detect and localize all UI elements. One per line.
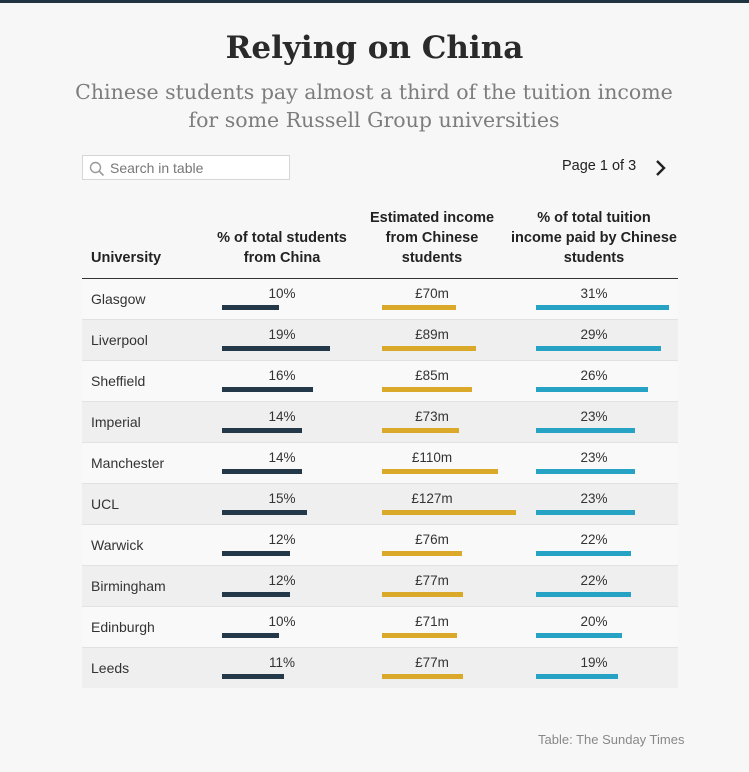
pct-students-cell xyxy=(210,484,354,525)
pct-students-bar xyxy=(222,592,290,597)
university-name: Leeds xyxy=(82,648,210,689)
pct-tuition-cell xyxy=(510,648,678,689)
income-cell xyxy=(354,484,510,525)
pct-students-cell xyxy=(210,279,354,320)
income-bar xyxy=(382,346,476,351)
income-bar xyxy=(382,387,472,392)
column-header-pct-students[interactable]: % of total students from China xyxy=(210,208,354,279)
table-row xyxy=(82,525,678,566)
table-row xyxy=(82,648,678,689)
pct-students-cell xyxy=(210,320,354,361)
pct-students-cell xyxy=(210,525,354,566)
search-box[interactable] xyxy=(82,155,290,180)
income-cell xyxy=(354,279,510,320)
income-value: £85m xyxy=(415,368,449,383)
page-subtitle: Chinese students pay almost a third of the tuition income for some Russell Group universities xyxy=(75,80,673,132)
pct-tuition-cell xyxy=(510,607,678,648)
pct-tuition-value: 31% xyxy=(580,286,608,301)
pct-tuition-value: 23% xyxy=(580,450,608,465)
income-bar xyxy=(382,551,462,556)
pct-students-bar xyxy=(222,387,313,392)
table-row xyxy=(82,484,678,525)
table-row xyxy=(82,402,678,443)
university-name: UCL xyxy=(82,484,210,525)
pct-tuition-cell xyxy=(510,566,678,607)
pct-students-cell xyxy=(210,607,354,648)
pct-students-value: 19% xyxy=(268,327,296,342)
table-header-row xyxy=(82,208,678,279)
income-value: £77m xyxy=(415,573,449,588)
income-bar xyxy=(382,592,463,597)
column-header-income[interactable]: Estimated income from Chinese students xyxy=(354,208,510,279)
income-bar xyxy=(382,305,456,310)
pct-tuition-bar xyxy=(536,387,648,392)
pct-students-cell xyxy=(210,566,354,607)
search-input[interactable] xyxy=(110,158,285,177)
chevron-right-icon[interactable] xyxy=(654,160,666,180)
pct-tuition-bar xyxy=(536,346,661,351)
pct-students-cell xyxy=(210,402,354,443)
pct-tuition-bar xyxy=(536,305,669,310)
income-value: £71m xyxy=(415,614,449,629)
pct-tuition-cell xyxy=(510,402,678,443)
income-cell xyxy=(354,402,510,443)
pct-students-value: 12% xyxy=(268,532,296,547)
university-name: Imperial xyxy=(82,402,210,443)
income-bar xyxy=(382,674,463,679)
income-value: £70m xyxy=(415,286,449,301)
page-indicator: Page 1 of 3 xyxy=(562,158,637,174)
table-row xyxy=(82,607,678,648)
pct-tuition-cell xyxy=(510,361,678,402)
table-row xyxy=(82,361,678,402)
pct-students-value: 15% xyxy=(268,491,296,506)
pct-students-bar xyxy=(222,510,307,515)
pct-tuition-cell xyxy=(510,320,678,361)
pct-tuition-value: 22% xyxy=(580,532,608,547)
column-header-pct-tuition[interactable]: % of total tuition income paid by Chinese students xyxy=(510,208,678,279)
pct-tuition-bar xyxy=(536,428,635,433)
university-name: Liverpool xyxy=(82,320,210,361)
table-row xyxy=(82,566,678,607)
pct-tuition-bar xyxy=(536,469,635,474)
pct-students-value: 16% xyxy=(268,368,296,383)
income-value: £76m xyxy=(415,532,449,547)
pct-students-cell xyxy=(210,443,354,484)
pct-tuition-cell xyxy=(510,279,678,320)
pagination xyxy=(562,158,636,174)
income-cell xyxy=(354,361,510,402)
pct-tuition-value: 29% xyxy=(580,327,608,342)
university-name: Edinburgh xyxy=(82,607,210,648)
source-credit: Table: The Sunday Times xyxy=(538,732,685,747)
income-bar xyxy=(382,428,459,433)
income-cell xyxy=(354,607,510,648)
pct-students-value: 12% xyxy=(268,573,296,588)
pct-tuition-bar xyxy=(536,633,622,638)
pct-tuition-bar xyxy=(536,592,631,597)
university-name: Sheffield xyxy=(82,361,210,402)
income-value: £73m xyxy=(415,409,449,424)
income-value: £110m xyxy=(411,450,453,465)
table-row xyxy=(82,443,678,484)
pct-students-cell xyxy=(210,648,354,689)
pct-students-bar xyxy=(222,674,284,679)
pct-students-bar xyxy=(222,305,279,310)
pct-students-bar xyxy=(222,428,302,433)
pct-tuition-value: 26% xyxy=(580,368,608,383)
income-bar xyxy=(382,633,457,638)
income-cell xyxy=(354,566,510,607)
top-rule xyxy=(0,0,749,3)
university-name: Birmingham xyxy=(82,566,210,607)
pct-tuition-bar xyxy=(536,674,618,679)
income-cell xyxy=(354,525,510,566)
pct-tuition-cell xyxy=(510,484,678,525)
pct-students-value: 10% xyxy=(268,614,296,629)
income-cell xyxy=(354,443,510,484)
pct-tuition-value: 20% xyxy=(580,614,608,629)
pct-students-bar xyxy=(222,469,302,474)
university-name: Warwick xyxy=(82,525,210,566)
pct-tuition-bar xyxy=(536,551,631,556)
university-name: Manchester xyxy=(82,443,210,484)
pct-tuition-cell xyxy=(510,525,678,566)
table-row xyxy=(82,320,678,361)
income-value: £89m xyxy=(415,327,449,342)
pct-students-cell xyxy=(210,361,354,402)
pct-students-bar xyxy=(222,633,279,638)
income-value: £127m xyxy=(411,491,453,506)
pct-students-value: 14% xyxy=(268,450,296,465)
pct-tuition-value: 22% xyxy=(580,573,608,588)
table-row xyxy=(82,279,678,320)
pct-tuition-bar xyxy=(536,510,635,515)
column-header-university[interactable]: University xyxy=(82,208,210,279)
pct-students-bar xyxy=(222,346,330,351)
income-cell xyxy=(354,320,510,361)
pct-students-bar xyxy=(222,551,290,556)
pct-tuition-value: 23% xyxy=(580,409,608,424)
pct-students-value: 14% xyxy=(268,409,296,424)
income-cell xyxy=(354,648,510,689)
pct-tuition-value: 23% xyxy=(580,491,608,506)
data-table xyxy=(82,208,678,688)
search-icon xyxy=(89,161,105,182)
pct-tuition-value: 19% xyxy=(580,655,608,670)
pct-tuition-cell xyxy=(510,443,678,484)
income-bar xyxy=(382,510,516,515)
income-value: £77m xyxy=(415,655,449,670)
pct-students-value: 10% xyxy=(268,286,296,301)
pct-students-value: 11% xyxy=(268,655,296,670)
income-bar xyxy=(382,469,498,474)
university-name: Glasgow xyxy=(91,291,146,307)
page-title: Relying on China xyxy=(225,30,524,66)
